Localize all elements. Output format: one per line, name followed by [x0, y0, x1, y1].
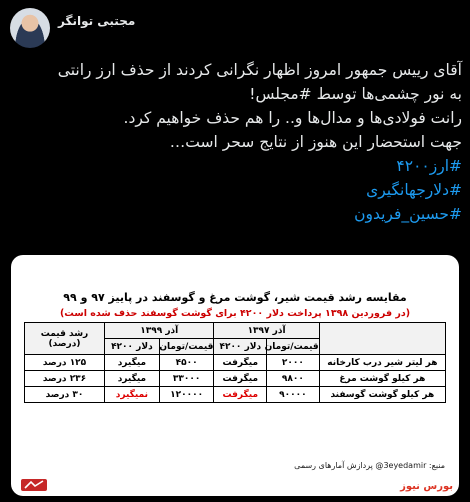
hashtag-link[interactable]: #ارز۴۲۰۰	[396, 157, 462, 175]
dollar-99: نمیگیرد	[105, 387, 160, 403]
card-subtitle: (در فروردین ۱۳۹۸ پرداخت دلار ۴۲۰۰ برای گوشت گوسفند حذف شده است)	[59, 308, 411, 319]
table-row	[25, 387, 446, 403]
growth: ۳۰ درصد	[25, 387, 105, 403]
price-97: ۹۰۰۰۰	[267, 387, 320, 403]
news-logo-icon	[21, 478, 63, 492]
price-99: ۱۲۰۰۰۰	[159, 387, 214, 403]
row-item: هر کیلو گوشت مرغ	[319, 371, 445, 387]
table-row	[25, 371, 446, 387]
dollar-97: میگرفت	[214, 387, 267, 403]
header-growth: رشد قیمت (درصد)	[25, 323, 105, 355]
tweet-text	[10, 58, 462, 226]
header-price: قیمت/تومان	[267, 339, 320, 355]
row-item: هر کیلو گوشت گوسفند	[319, 387, 445, 403]
hashtag-link[interactable]: #دلارجهانگیری	[366, 181, 462, 199]
card-title: مقایسه رشد قیمت شیر، گوشت مرغ و گوسفند در پاییز ۹۷ و ۹۹	[63, 291, 407, 304]
growth: ۱۲۵ درصد	[25, 355, 105, 371]
header-year-99: آذر ۱۳۹۹	[105, 323, 214, 339]
table-row	[25, 355, 446, 371]
price-table	[24, 322, 446, 403]
price-99: ۳۳۰۰۰	[159, 371, 214, 387]
dollar-97: میگرفت	[214, 371, 267, 387]
tweet-line: رانت فولادی‌ها و مدال‌ها و.. را هم حذف خواهیم کرد.	[123, 109, 462, 127]
attached-image[interactable]	[11, 255, 459, 496]
brand-watermark: بورس نیوز	[400, 481, 453, 492]
source-credit: منبع: 3eyedamir@ پردازش آمارهای رسمی	[294, 461, 445, 470]
growth: ۲۳۶ درصد	[25, 371, 105, 387]
header-dollar: دلار ۴۲۰۰	[214, 339, 267, 355]
avatar[interactable]	[10, 8, 50, 48]
tweet-line: به نور چشمی‌ها توسط #مجلس!	[249, 85, 462, 103]
price-97: ۹۸۰۰	[267, 371, 320, 387]
dollar-99: میگیرد	[105, 371, 160, 387]
price-99: ۴۵۰۰	[159, 355, 214, 371]
price-97: ۲۰۰۰	[267, 355, 320, 371]
tweet-line: آقای رییس جمهور امروز اظهار نگرانی کردند از حذف ارز رانتی	[57, 61, 462, 79]
author-name[interactable]: مجتبی توانگر	[58, 14, 136, 28]
header-price: قیمت/تومان	[159, 339, 214, 355]
tweet-line: جهت استحضار این هنوز از نتایج سحر است…	[169, 133, 462, 151]
header-dollar: دلار ۴۲۰۰	[105, 339, 160, 355]
table-corner	[319, 323, 445, 355]
dollar-99: میگیرد	[105, 355, 160, 371]
tweet-header	[0, 6, 470, 48]
header-year-97: آذر ۱۳۹۷	[214, 323, 319, 339]
row-item: هر لیتر شیر درب کارخانه	[319, 355, 445, 371]
hashtag-link[interactable]: #حسین_فریدون	[354, 205, 462, 223]
dollar-97: میگرفت	[214, 355, 267, 371]
